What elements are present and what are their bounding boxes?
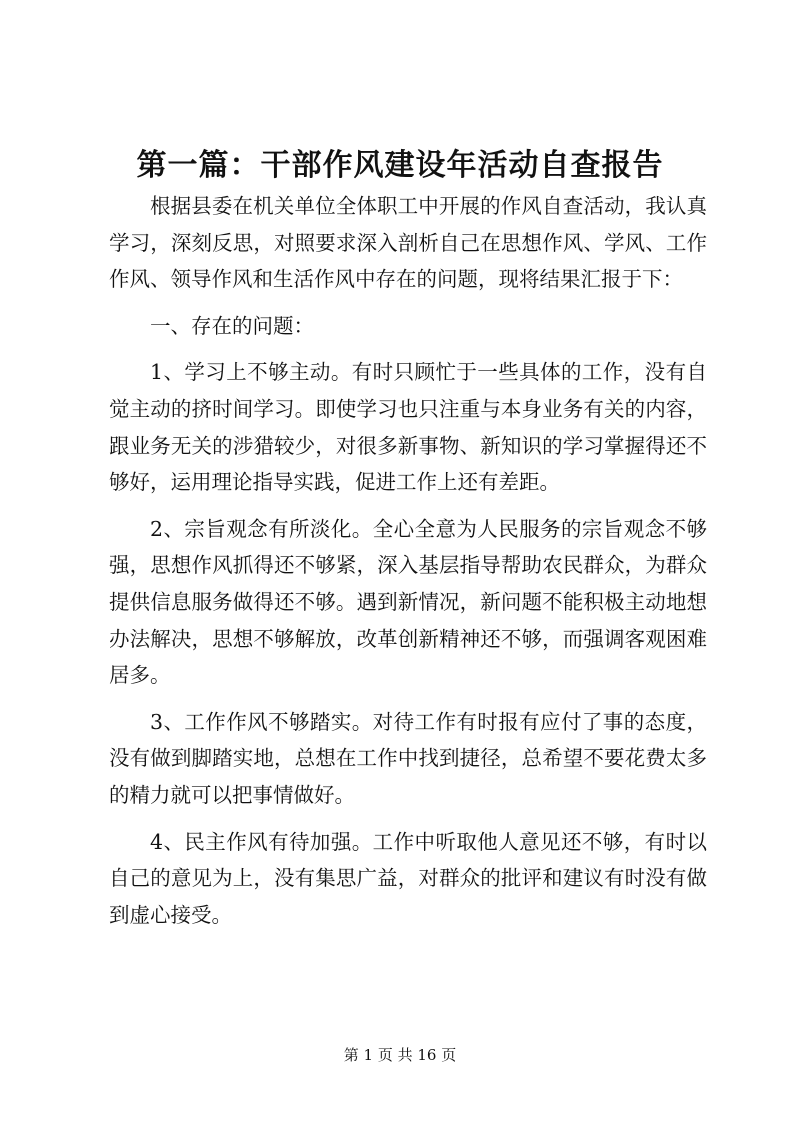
- paragraph-intro: 根据县委在机关单位全体职工中开展的作风自查活动，我认真学习，深刻反思，对照要求深入剖析自己在思想作风、学风、工作作风、领导作风和生活作风中存在的问题，现将结果汇报于下：: [109, 194, 707, 292]
- page-number-footer: 第 1 页 共 16 页: [343, 1046, 457, 1064]
- paragraph-item-1: 1、学习上不够主动。有时只顾忙于一些具体的工作，没有自觉主动的挤时间学习。即使学习也只注重与本身业务有关的内容，跟业务无关的涉猎较少，对很多新事物、新知识的学习掌握得还不够好，运用理论指导实践，促进工作上还有差距。: [109, 360, 707, 495]
- section-heading-problems: 一、存在的问题：: [150, 313, 314, 338]
- paragraph-item-3: 3、工作作风不够踏实。对待工作有时报有应付了事的态度，没有做到脚踏实地，总想在工作中找到捷径，总希望不要花费太多的精力就可以把事情做好。: [109, 709, 707, 807]
- paragraph-item-2: 2、宗旨观念有所淡化。全心全意为人民服务的宗旨观念不够强，思想作风抓得还不够紧，深入基层指导帮助农民群众，为群众提供信息服务做得还不够。遇到新情况，新问题不能积极主动地想办法解决，思想不够解放，改革创新精神还不够，而强调客观困难居多。: [109, 516, 707, 688]
- document-body: [109, 188, 707, 933]
- paragraph-item-4: 4、民主作风有待加强。工作中听取他人意见还不够，有时以自己的意见为上，没有集思广益，对群众的批评和建议有时没有做到虚心接受。: [109, 829, 707, 927]
- document-title: 第一篇：干部作风建设年活动自查报告: [136, 148, 664, 183]
